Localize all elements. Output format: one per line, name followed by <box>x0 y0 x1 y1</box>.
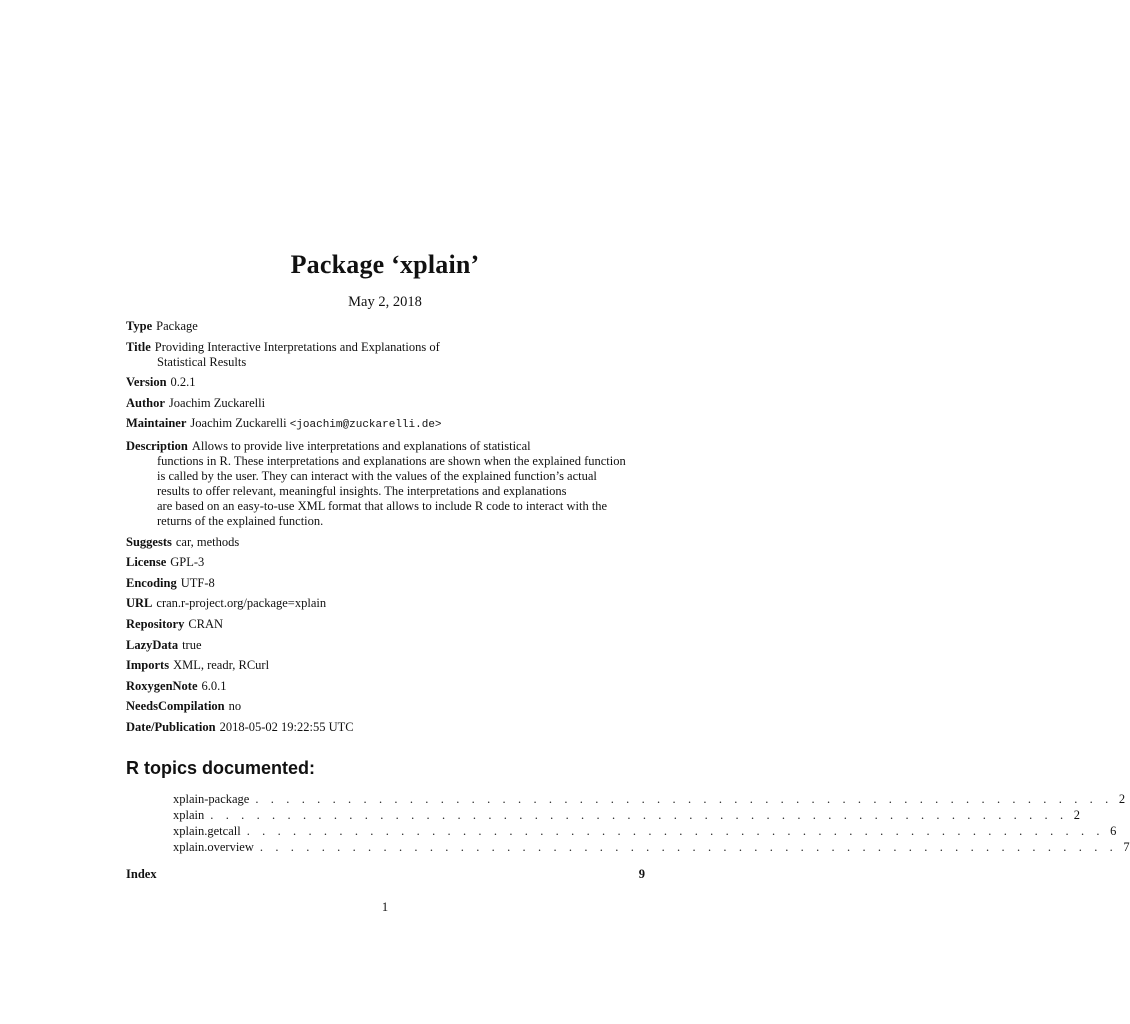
toc-entry[interactable] <box>173 792 1126 808</box>
field-value: car, methods <box>175 534 240 549</box>
field-url <box>126 596 646 611</box>
field-needscompilation <box>126 699 646 714</box>
field-label: Version <box>126 375 167 390</box>
field-value: 0.2.1 <box>170 375 196 390</box>
field-label: Repository <box>126 616 185 631</box>
field-label: Type <box>126 319 153 333</box>
maintainer-name: Joachim Zuckarelli <box>190 416 287 431</box>
field-author <box>126 396 646 411</box>
field-maintainer <box>126 416 646 433</box>
field-datepublication <box>126 720 646 735</box>
url-link[interactable]: cran.r-project.org/package=xplain <box>156 596 327 611</box>
field-value-continued: Statistical Results <box>157 354 247 369</box>
toc-entry-page[interactable]: 7 <box>1123 840 1130 854</box>
field-label: License <box>126 555 167 570</box>
toc-leader-dots: . . . . . . . . . . . . . . . . . . . . . . . . . . . . . . . . . . . . . . . . . . . . . . . . . . . . . . . . <box>259 840 1118 854</box>
index-label[interactable]: Index <box>126 867 157 881</box>
publication-date: May 2, 2018 <box>348 294 422 310</box>
field-label: NeedsCompilation <box>126 699 225 714</box>
field-value: XML, readr, RCurl <box>173 658 270 673</box>
toc-entry[interactable] <box>173 824 1117 840</box>
toc-entry[interactable] <box>173 808 1080 824</box>
field-label: Suggests <box>126 534 172 549</box>
field-value: CRAN <box>188 616 224 631</box>
field-repository <box>126 617 646 632</box>
description-fields <box>126 319 646 741</box>
description-line: functions in R. These interpretations and explanations are shown when the explained function <box>157 453 626 468</box>
description-line: is called by the user. They can interact with the values of the explained function’s actual <box>157 468 597 483</box>
toc-heading: R topics documented: <box>126 758 316 778</box>
field-value: no <box>228 699 242 714</box>
toc-index-entry[interactable] <box>126 867 645 882</box>
description-line: returns of the explained function. <box>157 513 324 528</box>
toc-entry-page[interactable]: 2 <box>1118 792 1126 806</box>
toc-entry-name[interactable]: xplain <box>173 808 205 822</box>
toc-leader-dots: . . . . . . . . . . . . . . . . . . . . . . . . . . . . . . . . . . . . . . . . . . . . . . . . . . . . . . . . <box>210 808 1068 822</box>
field-value: Joachim Zuckarelli <box>168 395 266 410</box>
field-value: 2018-05-02 19:22:55 UTC <box>219 719 354 734</box>
field-label: Encoding <box>126 575 177 590</box>
description-line: are based on an easy-to-use XML format that allows to include R code to interact with the <box>157 498 608 513</box>
field-label: Date/Publication <box>126 719 216 734</box>
toc-entry-name[interactable]: xplain-package <box>173 792 250 806</box>
field-label: LazyData <box>126 637 179 652</box>
maintainer-email: <joachim@zuckarelli.de> <box>289 419 442 432</box>
field-description <box>126 439 646 529</box>
toc-leader-dots: . . . . . . . . . . . . . . . . . . . . . . . . . . . . . . . . . . . . . . . . . . . . . . . . . . . . . . . . <box>255 792 1113 806</box>
field-value: UTF-8 <box>180 575 215 590</box>
table-of-contents <box>173 792 1130 856</box>
field-value: Package <box>156 319 198 333</box>
description-line: results to offer relevant, meaningful insights. The interpretations and explanations <box>157 483 567 498</box>
field-value: GPL-3 <box>170 555 205 570</box>
field-suggests <box>126 535 646 550</box>
index-page[interactable]: 9 <box>638 867 645 881</box>
field-label: RoxygenNote <box>126 678 198 693</box>
toc-entry[interactable] <box>173 840 1130 856</box>
field-label: Imports <box>126 658 170 673</box>
field-label: Maintainer <box>126 416 187 431</box>
field-value: Allows to provide live interpretations and explanations of statistical <box>191 438 531 453</box>
field-label: Title <box>126 339 151 354</box>
toc-entry-page[interactable]: 6 <box>1110 824 1117 838</box>
package-title: Package ‘xplain’ <box>290 250 480 279</box>
toc-entry-page[interactable]: 2 <box>1073 808 1080 822</box>
toc-entry-name[interactable]: xplain.overview <box>173 840 254 854</box>
page-number: 1 <box>381 900 389 914</box>
field-title <box>126 340 646 370</box>
field-license <box>126 555 646 570</box>
field-value: 6.0.1 <box>201 678 227 693</box>
field-label: URL <box>126 596 153 611</box>
field-roxygennote <box>126 679 646 694</box>
field-lazydata <box>126 638 646 653</box>
field-version <box>126 375 646 390</box>
toc-entry-name[interactable]: xplain.getcall <box>173 824 241 838</box>
field-label: Author <box>126 395 165 410</box>
field-encoding <box>126 576 646 591</box>
field-type <box>126 319 646 334</box>
field-value: true <box>182 637 202 652</box>
field-label: Description <box>126 438 188 453</box>
field-imports <box>126 658 646 673</box>
field-value: Providing Interactive Interpretations and Explanations of <box>154 339 440 354</box>
toc-leader-dots: . . . . . . . . . . . . . . . . . . . . . . . . . . . . . . . . . . . . . . . . . . . . . . . . . . . . . . . . <box>246 824 1105 838</box>
